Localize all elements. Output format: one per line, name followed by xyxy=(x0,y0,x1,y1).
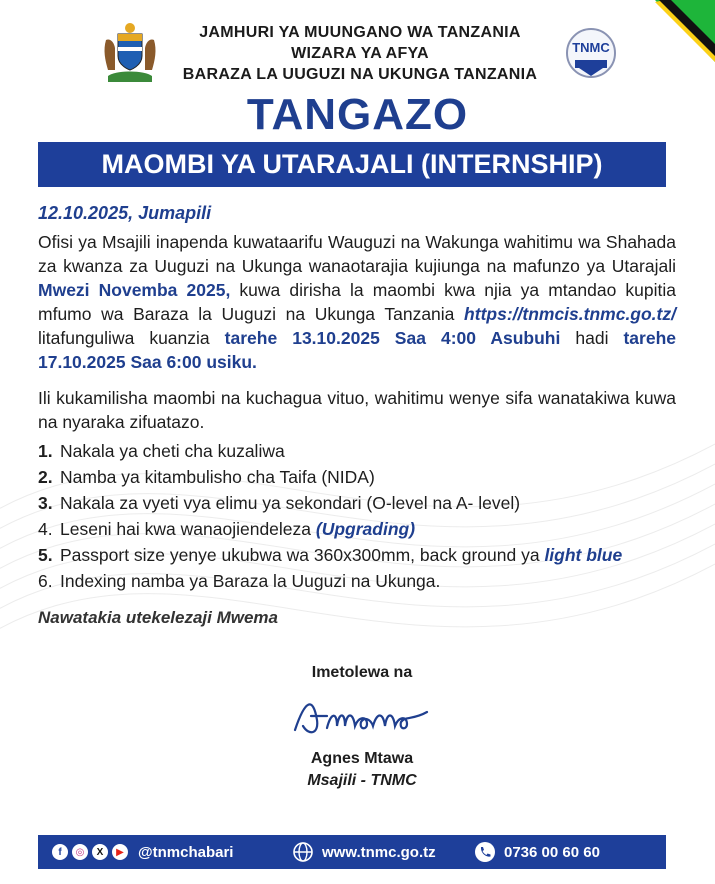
requirements-intro: Ili kukamilisha maombi na kuchagua vituo, wahitimu wenye sifa wanatakiwa kuwa na nyaraka zifuatazo. xyxy=(38,388,676,432)
globe-icon xyxy=(292,841,314,863)
list-item: 1. Nakala ya cheti cha kuzaliwa xyxy=(38,441,285,461)
paragraph-text: hadi xyxy=(560,328,624,348)
requirements-list xyxy=(38,438,676,594)
announcement-title: TANGAZO xyxy=(246,90,469,139)
announcement-subject: MAOMBI YA UTARAJALI (INTERNSHIP) xyxy=(38,142,666,187)
website-link[interactable] xyxy=(292,835,436,869)
list-item: 4. Leseni hai kwa wanaojiendeleza (Upgrading) xyxy=(38,519,416,539)
instagram-icon[interactable]: ◎ xyxy=(72,844,88,860)
website-url[interactable]: www.tnmc.go.tz xyxy=(322,843,436,861)
paragraph-text: kuwa dirisha la maombi kwa njia ya mtandao kupitia mfumo wa Baraza la Uuguzi na Ukunga Tanzania xyxy=(38,280,677,324)
social-handle[interactable]: @tnmchabari xyxy=(138,843,234,861)
phone-number[interactable]: 0736 00 60 60 xyxy=(504,843,600,861)
intake-month: Mwezi Novemba 2025, xyxy=(38,280,231,300)
footer-bar xyxy=(38,835,666,869)
closing-date: tarehe 17.10.2025 Saa 6:00 usiku. xyxy=(38,328,677,372)
letterhead xyxy=(0,0,715,92)
social-links xyxy=(52,835,233,869)
list-item: 5. Passport size yenye ukubwa wa 360x300mm, back ground ya light blue xyxy=(38,545,623,565)
header-ministry: WIZARA YA AFYA xyxy=(291,45,429,62)
header-council: BARAZA LA UUGUZI NA UKUNGA TANZANIA xyxy=(182,66,538,83)
handwritten-signature-icon xyxy=(287,690,437,744)
closing-remark: Nawatakia utekelezaji Mwema xyxy=(38,608,279,627)
list-item: 6. Indexing namba ya Baraza la Uuguzi na Ukunga. xyxy=(38,571,441,591)
opening-date: tarehe 13.10.2025 Saa 4:00 Asubuhi xyxy=(224,328,561,348)
issued-by-label: Imetolewa na xyxy=(311,664,413,681)
tnmc-logo-text: TNMC xyxy=(572,40,610,55)
facebook-icon[interactable]: f xyxy=(52,844,68,860)
youtube-icon[interactable]: ▶ xyxy=(112,844,128,860)
list-item: 2. Namba ya kitambulisho cha Taifa (NIDA) xyxy=(38,467,375,487)
paragraph-text: Ofisi ya Msajili inapenda kuwataarifu Wauguzi na Wakunga wahitimu wa Shahada za kwanza za Uuguzi na Ukunga wanaotarajia kujiunga na mafunzo ya Utarajali xyxy=(38,232,676,276)
header-country: JAMHURI YA MUUNGANO WA TANZANIA xyxy=(199,24,521,41)
flag-corner-icon xyxy=(655,0,715,62)
coat-of-arms-icon xyxy=(100,20,160,86)
intro-paragraph xyxy=(38,230,676,374)
x-twitter-icon[interactable]: X xyxy=(92,844,108,860)
phone-icon xyxy=(474,841,496,863)
announcement-date: 12.10.2025, Jumapili xyxy=(38,203,212,223)
signature-block xyxy=(262,664,462,792)
phone-contact[interactable] xyxy=(474,835,600,869)
announcement-body xyxy=(38,200,676,628)
paragraph-text: litafunguliwa kuanzia xyxy=(38,328,225,348)
signer-title: Msajili - TNMC xyxy=(307,772,417,789)
application-portal-link[interactable]: https://tnmcis.tnmc.go.tz/ xyxy=(464,304,676,324)
signer-name: Agnes Mtawa xyxy=(310,750,414,767)
list-item: 3. Nakala za vyeti vya elimu ya sekondari (O-level na A- level) xyxy=(38,493,521,513)
